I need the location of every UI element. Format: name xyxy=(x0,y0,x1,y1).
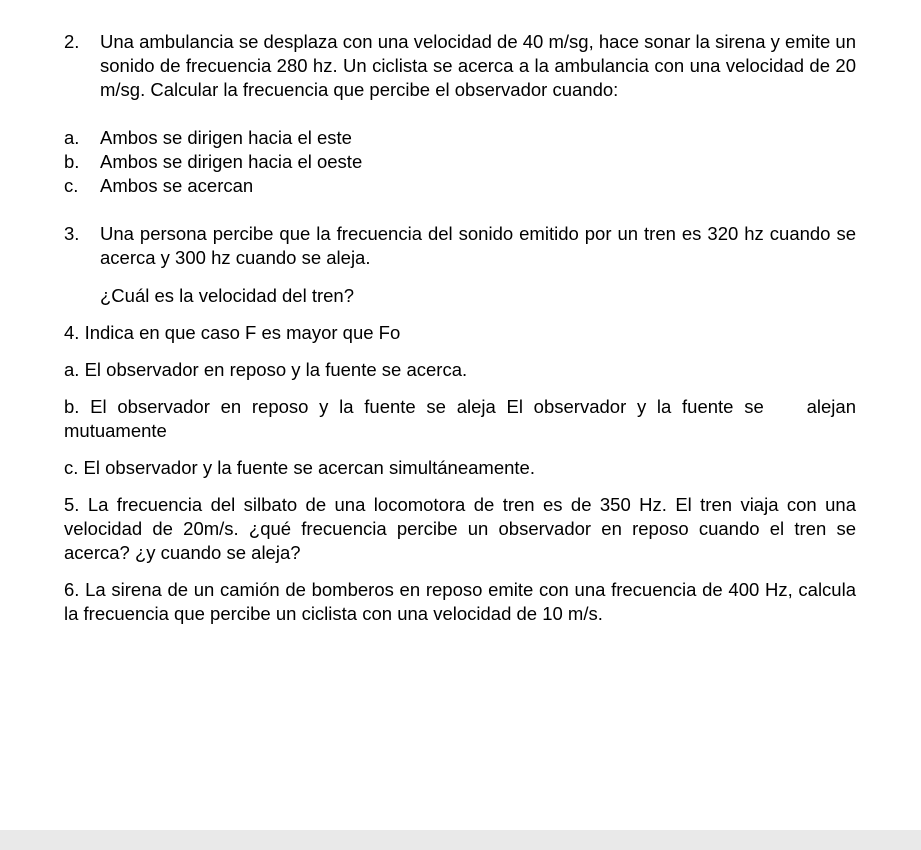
question-2-option-b xyxy=(64,150,856,174)
option-text: Ambos se dirigen hacia el este xyxy=(100,127,352,148)
question-4-option-c: c. El observador y la fuente se acercan simultáneamente. xyxy=(64,457,535,478)
question-2-number: 2. xyxy=(64,31,80,52)
question-3 xyxy=(64,222,856,270)
question-3-text: Una persona percibe que la frecuencia del sonido emitido por un tren es 320 hz cuando se acerca y 300 hz cuando se aleja. xyxy=(100,223,856,268)
option-text: Ambos se acercan xyxy=(100,175,254,196)
option-text: Ambos se dirigen hacia el oeste xyxy=(100,151,363,172)
option-label: c. xyxy=(64,175,79,196)
question-2-option-c xyxy=(64,174,856,198)
question-4-option-b: b. El observador en reposo y la fuente se aleja El observador y la fuente se alejan mutuamente xyxy=(64,396,862,441)
question-2-option-a xyxy=(64,126,856,150)
question-3-subquestion: ¿Cuál es la velocidad del tren? xyxy=(100,285,355,306)
question-5-text: 5. La frecuencia del silbato de una locomotora de tren es de 350 Hz. El tren viaja con una velocidad de 20m/s. ¿qué frecuencia percibe un observador en reposo cuando el tren se acerca? ¿y cuando se aleja? xyxy=(64,494,856,563)
question-4-text: 4. Indica en que caso F es mayor que Fo xyxy=(64,322,401,343)
footer-band xyxy=(0,830,921,850)
option-label: a. xyxy=(64,127,80,148)
question-2 xyxy=(64,30,856,102)
option-label: b. xyxy=(64,151,80,172)
question-3-number: 3. xyxy=(64,223,80,244)
question-2-text: Una ambulancia se desplaza con una velocidad de 40 m/sg, hace sonar la sirena y emite un sonido de frecuencia 280 hz. Un ciclista se acerca a la ambulancia con una velocidad de 20 m/sg. Calcular la frecuencia que percibe el observador cuando: xyxy=(100,31,856,100)
question-6-text: 6. La sirena de un camión de bomberos en reposo emite con una frecuencia de 400 Hz, calcula la frecuencia que percibe un ciclista con una velocidad de 10 m/s. xyxy=(64,579,856,624)
document-content xyxy=(64,30,862,626)
question-4-option-a: a. El observador en reposo y la fuente se acerca. xyxy=(64,359,468,380)
